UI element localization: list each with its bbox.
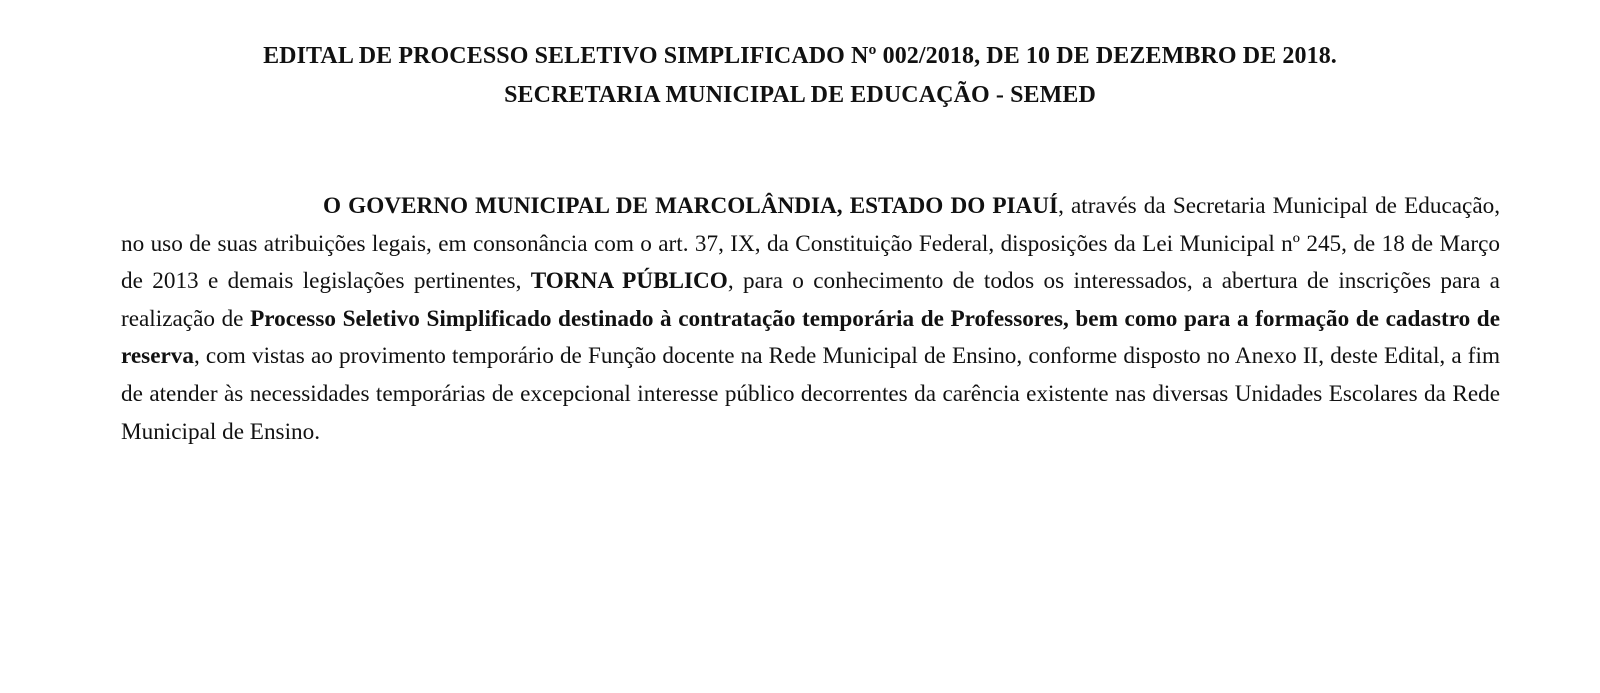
secretaria-title: SECRETARIA MUNICIPAL DE EDUCAÇÃO - SEMED xyxy=(504,82,1096,108)
paragraph-segment-2: , para o conhecimento de todos os interessados, a abertura de inscrições para a realização de xyxy=(121,268,1500,332)
torna-publico: TORNA PÚBLICO xyxy=(530,268,728,295)
paragraph-segment-1: , através da Secretaria Municipal de Educação, no uso de suas atribuições legais, em consonância com o art. 37, IX, da Constituição Federal, disposições da Lei Municipal nº 245, de 18 de Março de 2013 e demais legislações pertinentes, xyxy=(121,193,1501,295)
edital-title: EDITAL DE PROCESSO SELETIVO SIMPLIFICADO Nº 002/2018, DE 10 DE DEZEMBRO DE 2018. xyxy=(263,43,1337,69)
paragraph-segment-3: , com vistas ao provimento temporário de Função docente na Rede Municipal de Ensino, conforme disposto no Anexo II, deste Edital, a fim de atender às necessidades temporárias de excepcional interesse público decorrentes da carência existente nas diversas Unidades Escolares da Rede Municipal de Ensino. xyxy=(121,343,1500,445)
governo-name: O GOVERNO MUNICIPAL DE MARCOLÂNDIA, ESTADO DO PIAUÍ xyxy=(323,193,1059,219)
document-header xyxy=(0,37,1600,115)
body-paragraph xyxy=(121,188,1500,451)
processo-seletivo-description: Processo Seletivo Simplificado destinado à contratação temporária de Professores, bem como para a formação de cadastro de reserva xyxy=(121,305,1500,370)
